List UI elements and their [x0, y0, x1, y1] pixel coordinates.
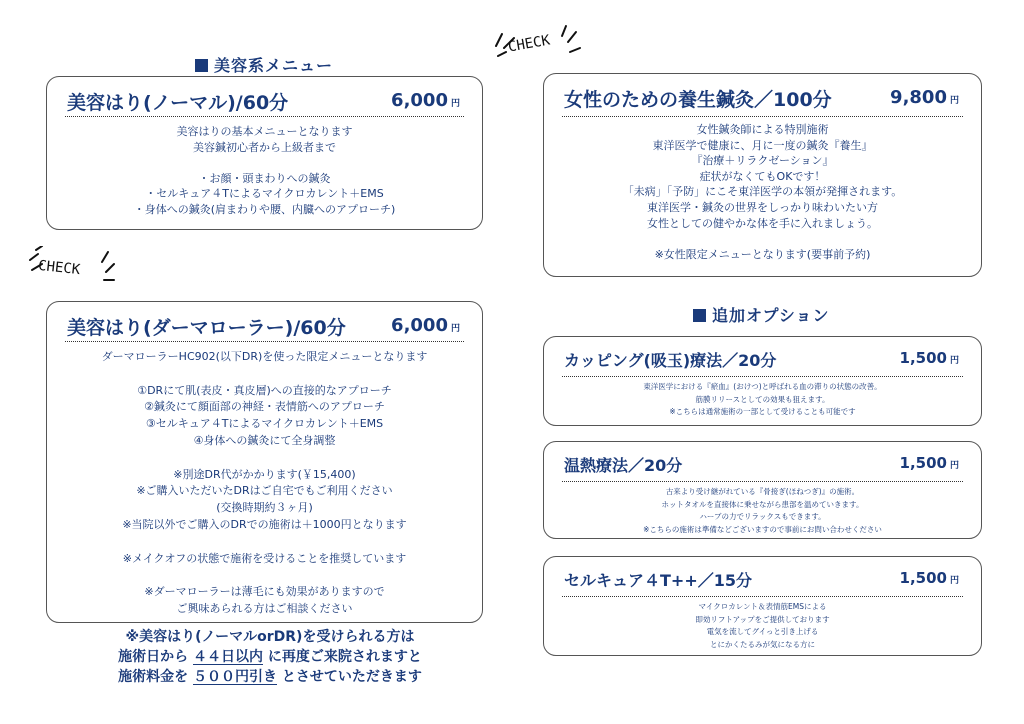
option-price: 1,500 円	[899, 569, 959, 587]
card-header	[562, 74, 963, 117]
desc-line: ①DRにて肌(表皮・真皮層)への直接的なアプローチ	[137, 383, 392, 397]
desc-line: ・身体への鍼灸(肩まわりや腰、内臓へのアプローチ)	[133, 202, 396, 216]
desc-line: 電気を流してグイっと引き上げる	[706, 627, 819, 636]
check-label: CHECK	[37, 257, 81, 279]
menu-description	[554, 122, 971, 262]
square-bullet-icon	[195, 59, 208, 72]
menu-name: 女性のための養生鍼灸／100分	[564, 89, 832, 111]
desc-line: 女性鍼灸師による特別施術	[696, 123, 829, 136]
desc-line	[554, 231, 971, 247]
desc-line: ※こちらは通常施術の一部として受けることも可能です	[669, 407, 856, 416]
desc-line: ・お顔・頭まわりへの鍼灸	[198, 171, 331, 185]
desc-line: ※ご購入いただいたDRはご自宅でもご利用ください	[136, 484, 393, 498]
note-highlight-discount: ５００円引き	[193, 669, 277, 685]
desc-line: ハーブの力でリラックスもできます。	[699, 512, 826, 521]
desc-line: 「未病」「予防」にこそ東洋医学の本領が発揮されます。	[622, 185, 903, 199]
note-line-3: 施術料金を ５００円引き とさせていただきます	[118, 669, 422, 685]
desc-line: 即効リフトアップをご提供しております	[695, 614, 830, 624]
card-header	[65, 77, 464, 117]
desc-line: 『治療＋リラクゼーション』	[691, 154, 834, 168]
option-card-thermal	[543, 441, 982, 539]
option-card-selcure	[543, 556, 982, 656]
desc-line: ダーマローラーHC902(以下DR)を使った限定メニューとなります	[101, 350, 428, 363]
menu-description	[57, 349, 472, 618]
discount-note	[50, 627, 490, 687]
desc-line: ※別途DR代がかかります(￥15,400)	[173, 467, 356, 481]
menu-card-beauty-normal	[46, 76, 483, 230]
beauty-menu-title: 美容系メニュー	[195, 53, 333, 76]
note-line-1: ※美容はり(ノーマルorDR)を受けられる方は	[125, 629, 415, 645]
desc-line: ・セルキュア４Tによるマイクロカレント＋EMS	[145, 187, 384, 200]
desc-line: ②鍼灸にて顔面部の神経・表情筋へのアプローチ	[144, 400, 385, 414]
check-stamp-2	[28, 246, 118, 288]
desc-line: ※女性限定メニューとなります(要事前予約)	[654, 247, 871, 261]
menu-price: 6,000 円	[391, 315, 460, 336]
note-line-2: 施術日から ４４日以内 に再度ご来院されますと	[118, 649, 422, 665]
option-description	[554, 601, 971, 651]
menu-card-beauty-dermaroller	[46, 301, 483, 623]
desc-line: 東洋医学における『瘀血』(おけつ)と呼ばれる血の滞りの状態の改善。	[643, 382, 882, 391]
card-header	[562, 557, 963, 597]
menu-price: 6,000 円	[391, 90, 460, 111]
desc-line: とにかくたるみが気になる方に	[710, 639, 815, 649]
menu-description	[57, 124, 472, 217]
option-description	[554, 486, 971, 536]
option-price: 1,500 円	[899, 454, 959, 472]
desc-line: ④身体への鍼灸にて全身調整	[193, 433, 336, 447]
menu-name: 美容はり(ノーマル)/60分	[67, 92, 289, 114]
desc-line: ※メイクオフの状態で施術を受けることを推奨しています	[122, 551, 407, 565]
desc-line	[57, 567, 472, 584]
desc-line	[57, 155, 472, 171]
desc-line: 筋膜リリースとしての効果も狙えます。	[695, 394, 830, 404]
option-description	[554, 381, 971, 419]
card-header	[562, 337, 963, 377]
desc-line: (交換時期約３ヶ月)	[216, 501, 313, 515]
desc-line: マイクロカレント＆表情筋EMSによる	[698, 602, 827, 611]
desc-line	[57, 534, 472, 551]
desc-line: 女性としての健やかな体を手に入れましょう。	[647, 216, 878, 230]
menu-card-womens-yojo	[543, 73, 982, 277]
option-name: 温熱療法／20分	[564, 456, 683, 475]
options-title: 追加オプション	[693, 303, 830, 326]
menu-price: 9,800 円	[890, 87, 959, 108]
desc-line: 東洋医学・鍼灸の世界をしっかり味わいたい方	[647, 200, 878, 214]
card-header	[65, 302, 464, 342]
menu-name: 美容はり(ダーマローラー)/60分	[67, 317, 346, 339]
square-bullet-icon	[693, 309, 706, 322]
desc-line	[57, 450, 472, 467]
desc-line: ホットタオルを直接体に乗せながら患部を温めていきます。	[661, 499, 864, 509]
check-stamp-1	[492, 22, 582, 64]
desc-line	[57, 366, 472, 383]
desc-line: ※ダーマローラーは薄毛にも効果がありますので	[144, 585, 385, 599]
desc-line: 東洋医学で健康に、月に一度の鍼灸『養生』	[652, 138, 873, 152]
option-name: カッピング(吸玉)療法／20分	[564, 351, 777, 370]
option-price: 1,500 円	[899, 349, 959, 367]
desc-line: ご興味あられる方はご相談ください	[176, 601, 353, 615]
desc-line: ③セルキュア４Tによるマイクロカレント＋EMS	[145, 417, 384, 431]
note-highlight-days: ４４日以内	[193, 649, 263, 665]
desc-line: ※当院以外でご購入のDRでの施術は＋1000円となります	[122, 517, 407, 531]
card-header	[562, 442, 963, 482]
desc-line: 美容鍼初心者から上級者まで	[193, 140, 336, 154]
desc-line: 症状がなくてもOKです！	[699, 169, 826, 183]
desc-line: 古来より受け継がれている『骨接ぎ(ほねつぎ)』の施術。	[665, 487, 860, 496]
option-name: セルキュア４T++／15分	[564, 571, 752, 590]
desc-line: 美容はりの基本メニューとなります	[176, 125, 353, 138]
desc-line: ※こちらの施術は準備などございますので事前にお問い合わせください	[643, 524, 882, 534]
option-card-cupping	[543, 336, 982, 426]
check-label: CHECK	[506, 32, 552, 56]
